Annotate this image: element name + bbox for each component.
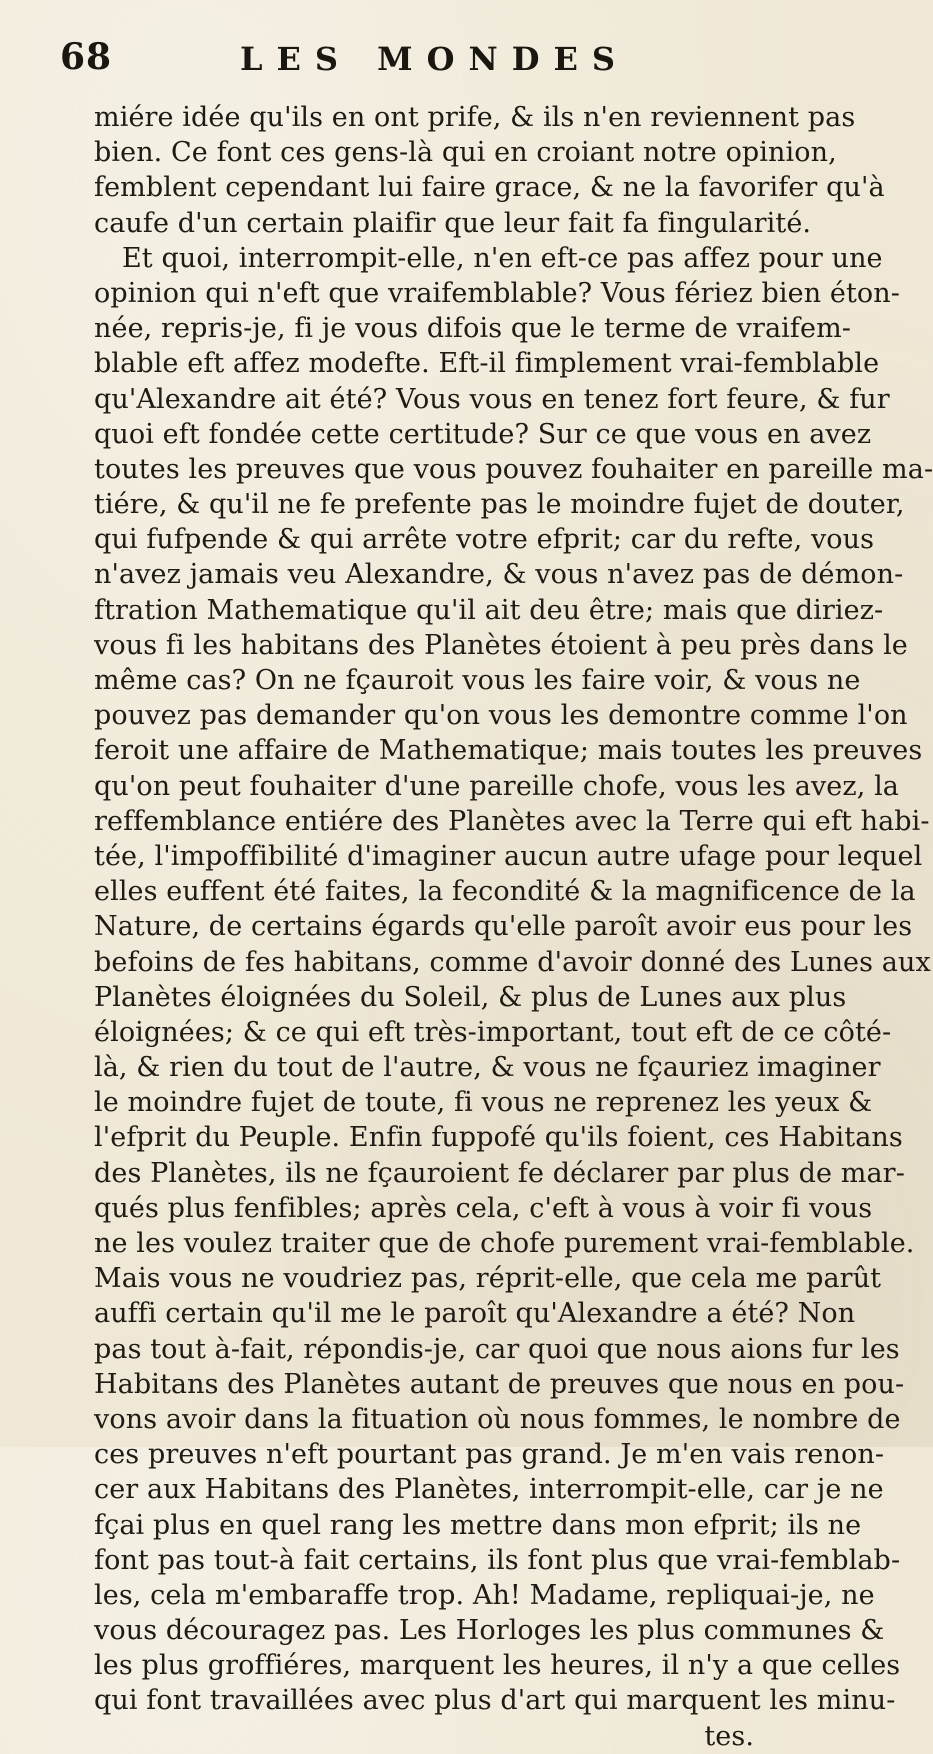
text-line: des Planètes, ils ne fçauroient fe déclarer par plus de mar-: [94, 1157, 905, 1189]
text-line: vons avoir dans la fituation où nous fommes, le nombre de: [94, 1403, 901, 1435]
text-line: Et quoi, interrompit-elle, n'en eft-ce pas affez pour une: [122, 242, 883, 274]
text-line: pouvez pas demander qu'on vous les demontre comme l'on: [94, 700, 908, 732]
text-line: fçai plus en quel rang les mettre dans mon efprit; ils ne: [94, 1509, 862, 1541]
text-line: bien. Ce font ces gens-là qui en croiant notre opinion,: [94, 137, 837, 169]
text-line: vous fi les habitans des Planètes étoient à peu près dans le: [94, 629, 908, 661]
text-line: qu'on peut fouhaiter d'une pareille chofe, vous les avez, la: [94, 770, 900, 802]
running-head: LES MONDES: [240, 40, 629, 78]
text-line: qui font travaillées avec plus d'art qui marquent les minu-: [94, 1685, 896, 1717]
text-line: cer aux Habitans des Planètes, interrompit-elle, car je ne: [94, 1474, 884, 1506]
text-line: le moindre fujet de toute, fi vous ne reprenez les yeux &: [94, 1087, 873, 1119]
text-line: là, & rien du tout de l'autre, & vous ne fçauriez imaginer: [94, 1052, 881, 1084]
text-line: les, cela m'embaraffe trop. Ah! Madame, repliquai-je, ne: [94, 1579, 875, 1611]
text-line: pas tout à-fait, répondis-je, car quoi que nous aions fur les: [94, 1333, 900, 1365]
text-line: ces preuves n'eft pourtant pas grand. Je m'en vais renon-: [94, 1439, 885, 1471]
text-line: opinion qui n'eft que vraifemblable? Vous fériez bien éton-: [94, 277, 900, 309]
text-line: éloignées; & ce qui eft très-important, tout eft de ce côté-: [94, 1016, 892, 1048]
text-line: toutes les preuves que vous pouvez fouhaiter en pareille ma-: [94, 453, 933, 485]
text-line: qu'Alexandre ait été? Vous vous en tenez fort feure, & fur: [94, 383, 890, 415]
text-line: auffi certain qu'il me le paroît qu'Alexandre a été? Non: [94, 1298, 856, 1330]
text-line: blable eft affez modefte. Eft-il fimplement vrai-femblable: [94, 348, 880, 380]
text-line: reffemblance entiére des Planètes avec la Terre qui eft habi-: [94, 805, 930, 837]
text-line: caufe d'un certain plaifir que leur fait fa fingularité.: [94, 207, 812, 239]
text-line: miére idée qu'ils en ont prife, & ils n'en reviennent pas: [94, 102, 856, 133]
text-line: l'efprit du Peuple. Enfin fuppofé qu'ils foient, ces Habitans: [94, 1122, 903, 1154]
text-line: même cas? On ne fçauroit vous les faire voir, & vous ne: [94, 665, 861, 696]
text-line: n'avez jamais veu Alexandre, & vous n'avez pas de démon-: [94, 559, 904, 591]
text-line: les plus groffiéres, marquent les heures, il n'y a que celles: [94, 1650, 901, 1682]
page-number: 68: [60, 36, 113, 78]
text-line: feroit une affaire de Mathematique; mais toutes les preuves: [94, 735, 923, 767]
text-line: tée, l'impoffibilité d'imaginer aucun autre ufage pour lequel: [94, 840, 923, 872]
text-line: née, repris-je, fi je vous difois que le terme de vraifem-: [94, 313, 852, 345]
text-line: elles euffent été faites, la fecondité & la magnificence de la: [94, 876, 916, 908]
body-text: [94, 100, 933, 1754]
text-line: ftration Mathematique qu'il ait deu être; mais que diriez-: [94, 594, 884, 626]
text-line: femblent cependant lui faire grace, & ne la favorifer qu'à: [94, 172, 885, 204]
text-line: tes.: [704, 1720, 754, 1752]
text-line: quoi eft fondée cette certitude? Sur ce que vous en avez: [94, 418, 872, 450]
text-line: tiére, & qu'il ne fe prefente pas le moindre fujet de douter,: [94, 489, 905, 521]
text-line: qui fufpende & qui arrête votre efprit; car du refte, vous: [94, 524, 875, 556]
text-line: Habitans des Planètes autant de preuves que nous en pou-: [94, 1368, 905, 1400]
text-line: befoins de fes habitans, comme d'avoir donné des Lunes aux: [94, 946, 931, 978]
page-header: [60, 36, 740, 96]
text-line: Planètes éloignées du Soleil, & plus de Lunes aux plus: [94, 981, 847, 1013]
text-line: vous découragez pas. Les Horloges les plus communes &: [94, 1615, 885, 1647]
text-line: qués plus fenfibles; après cela, c'eft à vous à voir fi vous: [94, 1192, 873, 1224]
text-line: ne les voulez traiter que de chofe purement vrai-femblable.: [94, 1228, 915, 1259]
text-line: font pas tout-à fait certains, ils font plus que vrai-femblab-: [94, 1544, 901, 1576]
text-line: Mais vous ne voudriez pas, réprit-elle, que cela me parût: [94, 1263, 882, 1295]
text-line: Nature, de certains égards qu'elle paroît avoir eus pour les: [94, 911, 913, 943]
